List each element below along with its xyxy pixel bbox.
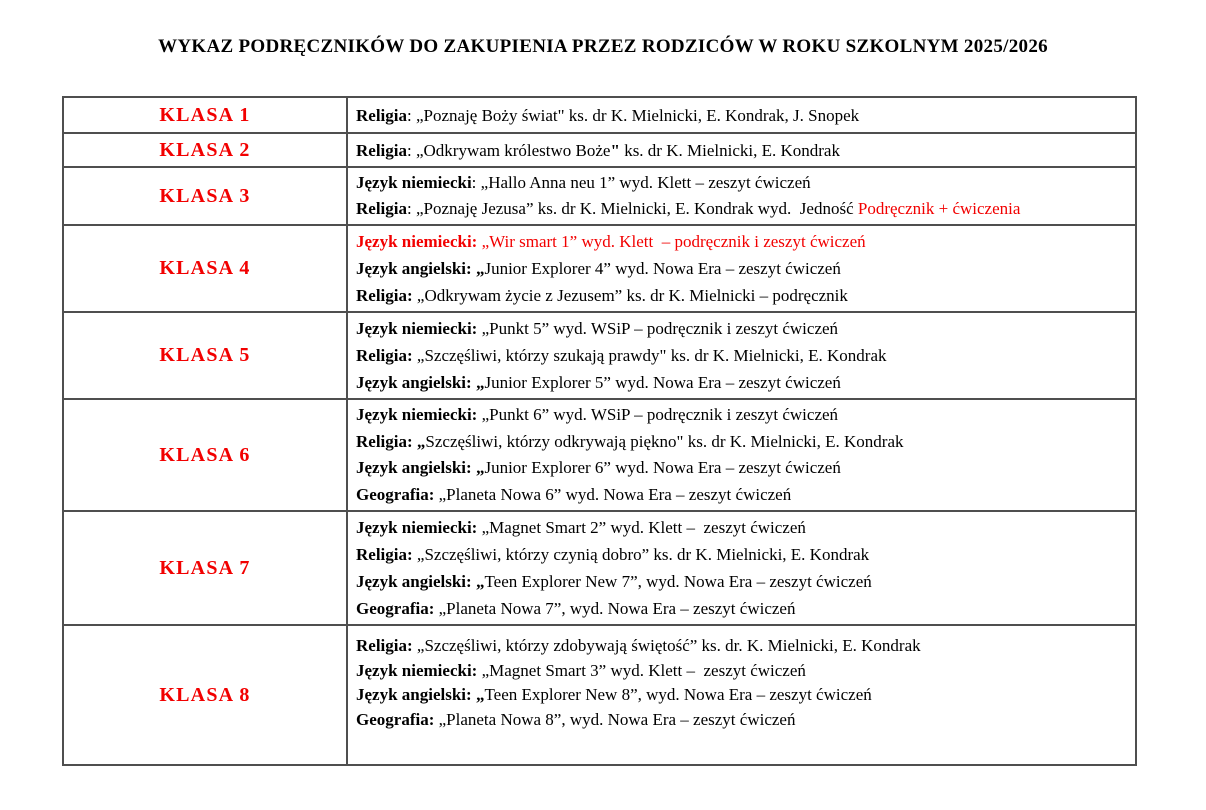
book-text: „Planeta Nowa 7”, wyd. Nowa Era – zeszyt ćwiczeń xyxy=(434,599,796,618)
subject-label: Język niemiecki: xyxy=(356,518,478,537)
subject-label: Geografia: xyxy=(356,484,435,504)
book-text: „Szczęśliwi, którzy szukają prawdy" ks. dr K. Mielnicki, E. Kondrak xyxy=(412,346,887,365)
class-label: KLASA 6 xyxy=(64,400,348,510)
books-cell xyxy=(348,168,1135,224)
books-cell xyxy=(348,400,1135,510)
books-cell xyxy=(348,226,1135,311)
book-entry xyxy=(356,429,1129,456)
book-text: „Wir smart 1” wyd. Klett – podręcznik i zeszyt ćwiczeń xyxy=(477,232,866,251)
subject-label: Język angielski: „ xyxy=(356,572,485,591)
books-cell xyxy=(348,134,1135,166)
book-entry xyxy=(356,514,1129,541)
book-text: „Planeta Nowa 6” wyd. Nowa Era – zeszyt ćwiczeń xyxy=(434,484,792,504)
textbook-table xyxy=(62,96,1137,766)
subject-label: Religia: „ xyxy=(356,431,426,451)
book-text: : „Odkrywam królestwo Boże xyxy=(407,140,611,160)
subject-label: Religia: xyxy=(356,636,413,655)
subject-label: Język angielski: „ xyxy=(356,259,485,278)
books-cell xyxy=(348,313,1135,398)
subject-label: Religia xyxy=(356,199,407,218)
class-label: KLASA 4 xyxy=(64,226,348,311)
book-text: Junior Explorer 4” wyd. Nowa Era – zeszyt ćwiczeń xyxy=(484,259,841,278)
table-row xyxy=(64,132,1135,166)
book-entry xyxy=(356,369,1129,396)
book-text: „Punkt 6” wyd. WSiP – podręcznik i zeszyt ćwiczeń xyxy=(477,405,839,424)
book-text: „Punkt 5” wyd. WSiP – podręcznik i zeszyt ćwiczeń xyxy=(477,319,839,338)
book-entry xyxy=(356,568,1129,595)
book-text: Teen Explorer New 8”, wyd. Nowa Era – zeszyt ćwiczeń xyxy=(484,685,872,704)
subject-label: Religia: xyxy=(356,545,413,564)
class-label: KLASA 5 xyxy=(64,313,348,398)
book-text: „Szczęśliwi, którzy czynią dobro” ks. dr K. Mielnicki, E. Kondrak xyxy=(412,545,870,564)
book-entry xyxy=(356,595,1129,622)
table-row xyxy=(64,398,1135,510)
book-entry xyxy=(356,170,1129,196)
page-title: WYKAZ PODRĘCZNIKÓW DO ZAKUPIENIA PRZEZ RODZICÓW W ROKU SZKOLNYM 2025/2026 xyxy=(158,36,1048,57)
book-text: Junior Explorer 6” wyd. Nowa Era – zeszyt ćwiczeń xyxy=(484,458,841,477)
book-entry xyxy=(356,455,1129,482)
book-text: ks. dr K. Mielnicki, E. Kondrak xyxy=(619,140,840,160)
subject-label: Geografia: xyxy=(356,709,435,729)
book-entry xyxy=(356,102,1129,129)
book-text: Podręcznik + ćwiczenia xyxy=(857,199,1021,218)
book-entry xyxy=(356,482,1129,509)
book-entry xyxy=(356,282,1129,309)
books-cell xyxy=(348,512,1135,624)
books-cell xyxy=(348,98,1135,132)
book-entry xyxy=(356,541,1129,568)
book-text: Junior Explorer 5” wyd. Nowa Era – zeszyt ćwiczeń xyxy=(484,373,841,392)
book-entry xyxy=(356,708,1129,733)
book-entry xyxy=(356,683,1129,708)
book-text: „Magnet Smart 3” wyd. Klett – zeszyt ćwiczeń xyxy=(477,660,806,680)
subject-label: Religia xyxy=(356,105,407,125)
table-row xyxy=(64,510,1135,624)
books-cell xyxy=(348,626,1135,764)
subject-label: Religia xyxy=(356,140,407,160)
class-label: KLASA 3 xyxy=(64,168,348,224)
class-label: KLASA 7 xyxy=(64,512,348,624)
book-text: „Szczęśliwi, którzy zdobywają świętość” ks. dr. K. Mielnicki, E. Kondrak xyxy=(412,636,921,655)
subject-label: Język angielski: „ xyxy=(356,373,485,392)
subject-label: Język niemiecki: xyxy=(356,405,478,424)
book-text: Teen Explorer New 7”, wyd. Nowa Era – zeszyt ćwiczeń xyxy=(484,572,872,591)
class-label: KLASA 1 xyxy=(64,98,348,132)
subject-label: Religia: xyxy=(356,346,413,365)
book-entry xyxy=(356,255,1129,282)
subject-label: Język niemiecki: xyxy=(356,660,478,680)
book-text: „Planeta Nowa 8”, wyd. Nowa Era – zeszyt ćwiczeń xyxy=(434,709,796,729)
book-text: Szczęśliwi, którzy odkrywają piękno" ks. dr K. Mielnicki, E. Kondrak xyxy=(425,431,904,451)
book-text: „Odkrywam życie z Jezusem” ks. dr K. Mielnicki – podręcznik xyxy=(412,286,848,305)
book-text: „Magnet Smart 2” wyd. Klett – zeszyt ćwiczeń xyxy=(477,518,806,537)
class-label: KLASA 8 xyxy=(64,626,348,764)
book-text: : „Hallo Anna neu 1” wyd. Klett – zeszyt ćwiczeń xyxy=(471,173,811,192)
subject-label: Geografia: xyxy=(356,599,435,618)
book-entry xyxy=(356,342,1129,369)
class-label: KLASA 2 xyxy=(64,134,348,166)
book-entry xyxy=(356,315,1129,342)
book-entry xyxy=(356,196,1129,222)
subject-label: Język angielski: „ xyxy=(356,458,485,477)
subject-label: Język angielski: „ xyxy=(356,685,485,704)
book-entry xyxy=(356,228,1129,255)
book-entry xyxy=(356,402,1129,429)
subject-label: Język niemiecki: xyxy=(356,232,478,251)
subject-label: " xyxy=(610,140,620,160)
table-row xyxy=(64,98,1135,132)
table-row xyxy=(64,166,1135,224)
book-entry xyxy=(356,634,1129,659)
subject-label: Język niemiecki xyxy=(356,173,472,192)
subject-label: Język niemiecki: xyxy=(356,319,478,338)
table-row xyxy=(64,224,1135,311)
table-row xyxy=(64,311,1135,398)
book-text: : „Poznaję Boży świat" ks. dr K. Mielnicki, E. Kondrak, J. Snopek xyxy=(407,105,860,125)
book-entry xyxy=(356,659,1129,684)
book-text: : „Poznaję Jezusa” ks. dr K. Mielnicki, E. Kondrak wyd. Jedność xyxy=(407,199,858,218)
table-row xyxy=(64,624,1135,764)
subject-label: Religia: xyxy=(356,286,413,305)
book-entry xyxy=(356,137,1129,164)
